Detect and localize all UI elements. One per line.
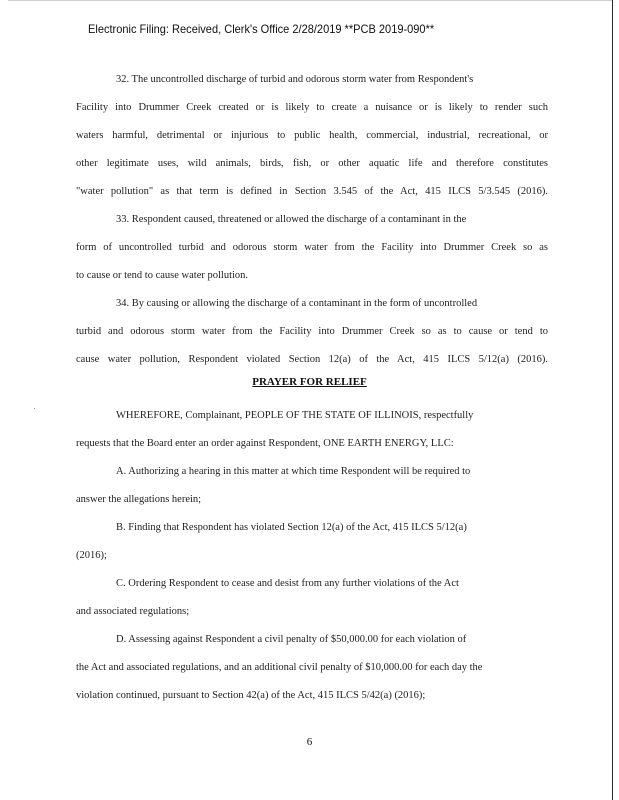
item-d-line-2: the Act and associated regulations, and an additional civil penalty of $10,000.00 for each day the — [76, 662, 483, 673]
wherefore-line-1: WHEREFORE, Complainant, PEOPLE OF THE STATE OF ILLINOIS, respectfully — [116, 410, 474, 421]
paragraph-34-line-3: cause water pollution, Respondent violated Section 12(a) of the Act, 415 ILCS 5/12(a) (2016). — [76, 354, 548, 365]
paragraph-33-line-1: 33. Respondent caused, threatened or allowed the discharge of a contaminant in the — [116, 214, 467, 225]
paragraph-33-line-2: form of uncontrolled turbid and odorous storm water from the Facility into Drummer Creek so as — [76, 242, 548, 253]
item-d-line-1: D. Assessing against Respondent a civil penalty of $50,000.00 for each violation of — [116, 634, 467, 645]
item-a-line-1: A. Authorizing a hearing in this matter at which time Respondent will be required to — [116, 466, 471, 477]
page-right-edge — [612, 0, 613, 800]
paragraph-32-line-4: other legitimate uses, wild animals, birds, fish, or other aquatic life and therefore constitutes — [76, 158, 548, 169]
page-number: 6 — [306, 736, 313, 748]
scan-speck — [34, 408, 35, 409]
page-top-edge — [8, 0, 612, 1]
filing-stamp-header: Electronic Filing: Received, Clerk's Office 2/28/2019 **PCB 2019-090** — [88, 22, 435, 36]
paragraph-32-line-5: "water pollution" as that term is defined in Section 3.545 of the Act, 415 ILCS 5/3.545 (2016). — [76, 186, 548, 197]
paragraph-34-line-2: turbid and odorous storm water from the Facility into Drummer Creek so as to cause or tend to — [76, 326, 548, 337]
item-b-line-1: B. Finding that Respondent has violated Section 12(a) of the Act, 415 ILCS 5/12(a) — [116, 522, 467, 533]
prayer-for-relief-heading: PRAYER FOR RELIEF — [252, 376, 367, 388]
item-c-line-2: and associated regulations; — [76, 606, 190, 617]
paragraph-32-line-1: 32. The uncontrolled discharge of turbid and odorous storm water from Respondent's — [116, 74, 474, 85]
wherefore-line-2: requests that the Board enter an order against Respondent, ONE EARTH ENERGY, LLC: — [76, 438, 454, 449]
paragraph-33-line-3: to cause or tend to cause water pollution. — [76, 270, 249, 281]
item-a-line-2: answer the allegations herein; — [76, 494, 202, 505]
paragraph-34-line-1: 34. By causing or allowing the discharge of a contaminant in the form of uncontrolled — [116, 298, 478, 309]
paragraph-32-line-2: Facility into Drummer Creek created or is likely to create a nuisance or is likely to render such — [76, 102, 548, 113]
item-c-line-1: C. Ordering Respondent to cease and desist from any further violations of the Act — [116, 578, 459, 589]
item-d-line-3: violation continued, pursuant to Section 42(a) of the Act, 415 ILCS 5/42(a) (2016); — [76, 690, 426, 701]
paragraph-32-line-3: waters harmful, detrimental or injurious to public health, commercial, industrial, recreational, or — [76, 130, 548, 141]
item-b-line-2: (2016); — [76, 550, 107, 561]
